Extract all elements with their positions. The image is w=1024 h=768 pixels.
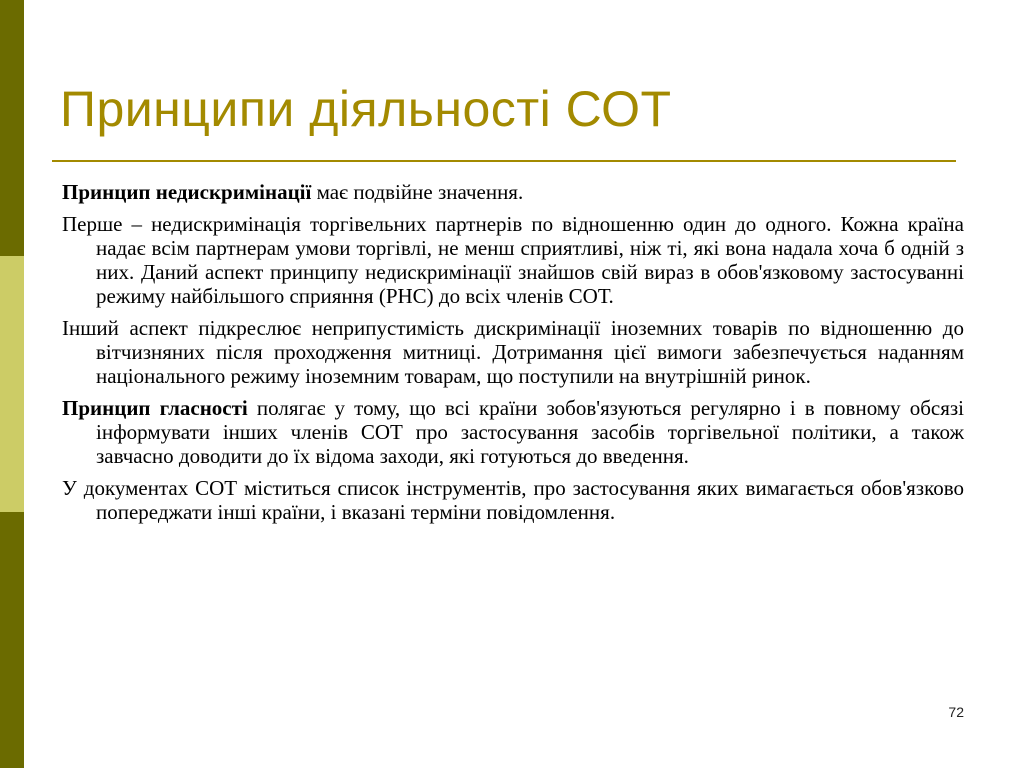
paragraph-text: полягає у тому, що всі країни зобов'язуються регулярно і в повному обсязі інформувати інших членів СОТ про застосування засобів торгівельної політики, а також завчасно доводити до їх відома заходи, які готуються до введення. [96,396,965,468]
title-underline [52,160,956,162]
left-strip-top [0,0,24,256]
principle-nondiscrimination-term: Принцип недискримінації [62,180,312,204]
paragraph-text: У документах СОТ міститься список інструментів, про застосування яких вимагається обов'язково попереджати інші країни, і вказані терміни повідомлення. [62,476,964,524]
paragraph-first-aspect [62,212,964,308]
paragraph-text: Інший аспект підкреслює неприпустимість дискримінації іноземних товарів по відношенню до вітчизняних після проходження митниці. Дотримання цієї вимоги забезпечується наданням національного режиму іноземним товарам, що поступили на внутрішній ринок. [62,316,964,388]
principle-transparency-term: Принцип гласності [62,396,248,420]
slide-title: Принципи діяльності СОТ [60,81,672,137]
left-strip-middle [0,256,24,512]
slide-body [62,180,964,532]
paragraph-second-aspect [62,316,964,388]
paragraph-text: Перше – недискримінація торгівельних партнерів по відношенню один до одного. Кожна країна надає всім партнерам умови торгівлі, не менш сприятливі, ніж ті, які вона надала хоча б одній з них. Даний аспект принципу недискримінації знайшов свій вираз в обов'язковому застосуванні режиму найбільшого сприяння (РНС) до всіх членів СОТ. [62,212,964,308]
paragraph-nondiscrimination-intro [62,180,964,204]
page-number: 72 [948,704,964,720]
paragraph-transparency [62,396,964,468]
left-strip-bottom [0,512,24,768]
paragraph-text: має подвійне значення. [311,180,524,204]
paragraph-notification-list [62,476,964,524]
